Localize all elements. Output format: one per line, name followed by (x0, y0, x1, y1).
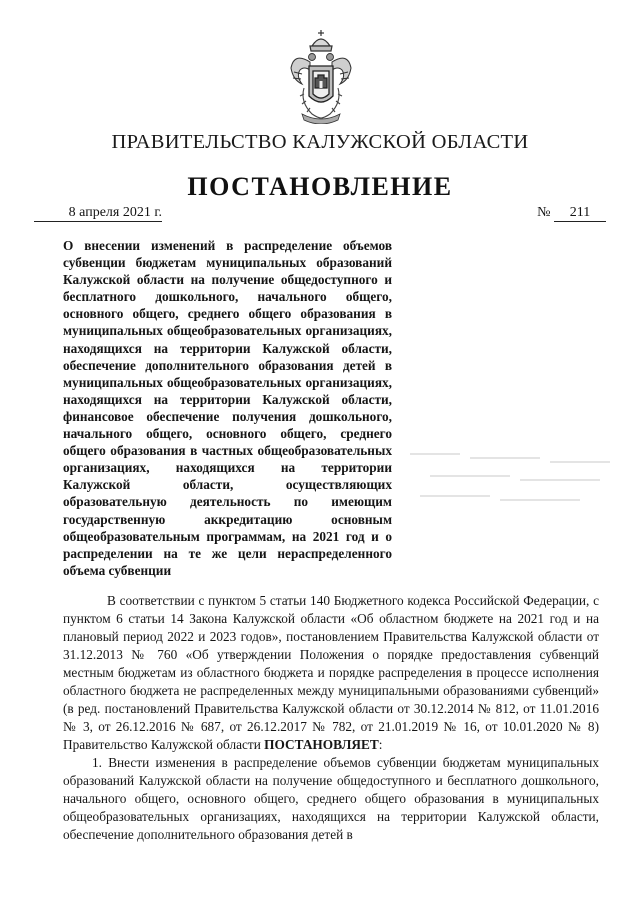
document-number: 211 (554, 204, 606, 222)
ribbon-icon (302, 114, 340, 124)
document-type-title: ПОСТАНОВЛЕНИЕ (187, 172, 453, 201)
document-number-field (537, 204, 606, 222)
government-title: ПРАВИТЕЛЬСТВО КАЛУЖСКОЙ ОБЛАСТИ (111, 131, 529, 153)
bleed-through-marks (400, 440, 630, 530)
coat-of-arms-emblem (288, 28, 354, 124)
body-paragraph-1 (63, 592, 599, 754)
crown-icon (310, 30, 332, 51)
shield-icon (309, 66, 333, 102)
document-date: 8 апреля 2021 г. (34, 204, 162, 222)
document-subject: О внесении изменений в распределение объемов субвенции бюджетам муниципальных образований Калужской области на получение общедоступного и бесплатного дошкольного, начального общего, основного общего, среднего общего образования в муниципальных общеобразовательных организациях, находящихся на территории Калужской области, обеспечение дополнительного образования детей в муниципальных общеобразовательных организациях, находящихся на территории Калужской области, финансовое обеспечение получения дошкольного, начального общего, основного общего, среднего общего образования в частных общеобразовательных организациях, находящихся на территории Калужской области, осуществляющих образовательную деятельность по имеющим государственную аккредитацию основным общеобразовательным программам, на 2021 год и о распределении на те же цели нераспределенного объема субвенции (63, 238, 392, 578)
date-number-row (34, 204, 606, 224)
body-paragraph-1-text: В соответствии с пунктом 5 статьи 140 Бюджетного кодекса Российской Федерации, с пунктом 6 статьи 14 Закона Калужской области «Об областном бюджете на 2021 год и на плановый период 2022 и 2023 годов», постановлением Правительства Калужской области от 31.12.2013 № 760 «Об утверждении Положения о порядке предоставления субвенций местным бюджетам из областного бюджета и порядке распределения в процессе исполнения областного бюджета не распределенных между муниципальными образованиями субвенций» (в ред. постановлений Правительства Калужской области от 30.12.2014 № 812, от 11.01.2016 № 3, от 26.12.2016 № 687, от 26.12.2017 № 782, от 21.01.2019 № 16, от 10.01.2020 № 8) Правительство Калужской области (63, 593, 599, 752)
decree-keyword: ПОСТАНОВЛЯЕТ (264, 737, 379, 752)
number-label: № (537, 205, 551, 220)
body-paragraph-2: 1. Внести изменения в распределение объемов субвенции бюджетам муниципальных образований Калужской области на получение общедоступного и бесплатного дошкольного, начального общего, основного общего, среднего общего образования в муниципальных общеобразовательных организациях, находящихся на территории Калужской области, обеспечение дополнительного образования детей в (63, 755, 599, 842)
eagle-heads-icon (309, 54, 334, 61)
decree-colon: : (378, 737, 383, 752)
document-body (63, 592, 599, 844)
